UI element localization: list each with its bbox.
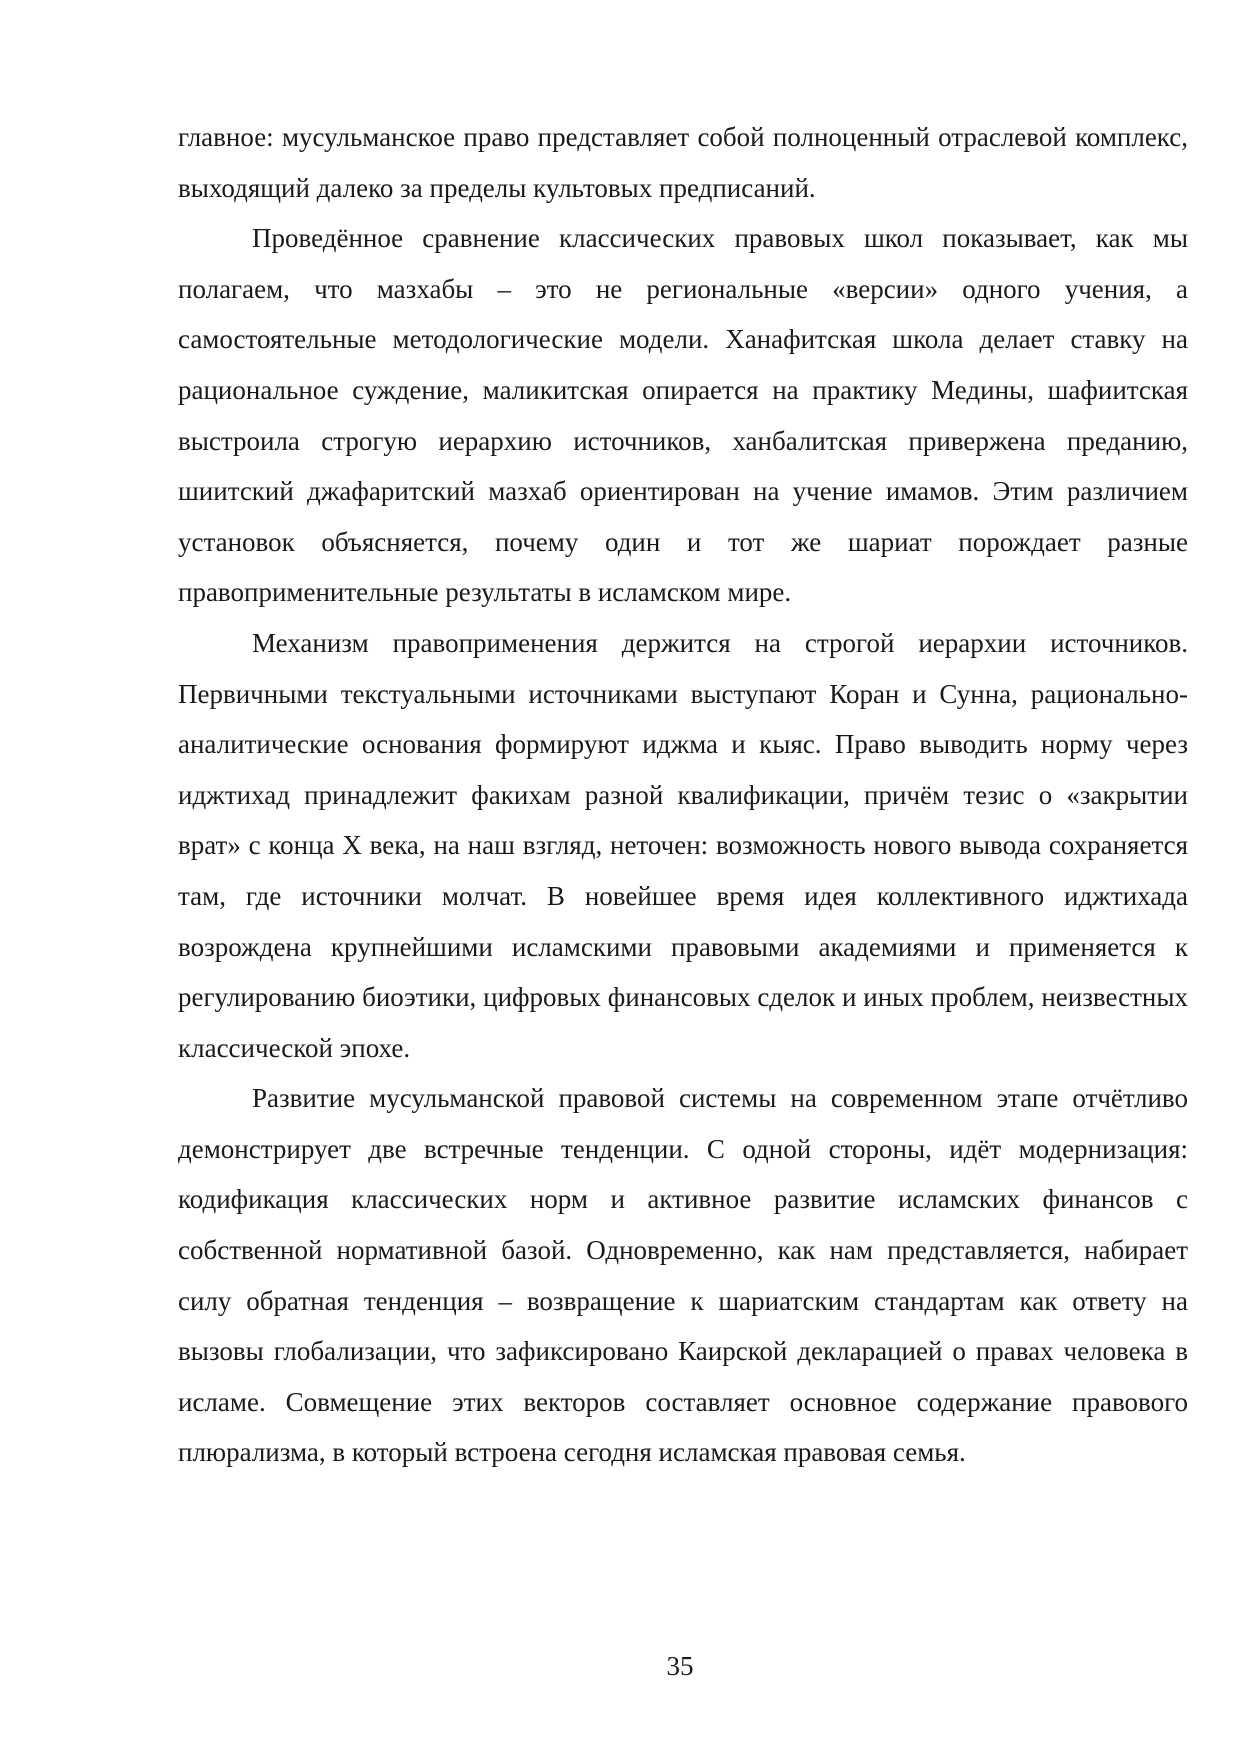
paragraph-continuation: главное: мусульманское право представляет собой полноценный отраслевой комплекс, выходящий далеко за пределы культовых предписаний. (178, 122, 1188, 203)
paragraph-modern-development: Развитие мусульманской правовой системы на современном этапе отчётливо демонстрирует две встречные тенденции. С одной стороны, идёт модернизация: кодификация классических норм и активное развитие исламских финансов с собственной нормативной базой. Одновременно, как нам представляется, набирает силу обратная тенденция – возвращение к шариатским стандартам как ответу на вызовы глобализации, что зафиксировано Каирской декларацией о правах человека в исламе. Совмещение этих векторов составляет основное содержание правового плюрализма, в который встроена сегодня исламская правовая семья. (178, 1083, 1188, 1468)
body-text (178, 112, 1188, 1478)
paragraph-sources-hierarchy: Механизм правоприменения держится на строгой иерархии источников. Первичными текстуальными источниками выступают Коран и Сунна, рационально-аналитические основания формируют иджма и кыяс. Право выводить норму через иджтихад принадлежит факихам разной квалификации, причём тезис о «закрытии врат» с конца X века, на наш взгляд, неточен: возможность нового вывода сохраняется там, где источники молчат. В новейшее время идея коллективного иджтихада возрождена крупнейшими исламскими правовыми академиями и применяется к регулированию биоэтики, цифровых финансовых сделок и иных проблем, неизвестных классической эпохе. (178, 627, 1188, 1063)
paragraph-madhhab-comparison: Проведённое сравнение классических правовых школ показывает, как мы полагаем, что мазхабы – это не региональные «версии» одного учения, а самостоятельные методологические модели. Ханафитская школа делает ставку на рациональное суждение, маликитская опирается на практику Медины, шафиитская выстроила строгую иерархию источников, ханбалитская привержена преданию, шиитский джафаритский мазхаб ориентирован на учение имамов. Этим различием установок объясняется, почему один и тот же шариат порождает разные правоприменительные результаты в исламском мире. (178, 223, 1188, 608)
page-number: 35 (666, 1651, 694, 1681)
